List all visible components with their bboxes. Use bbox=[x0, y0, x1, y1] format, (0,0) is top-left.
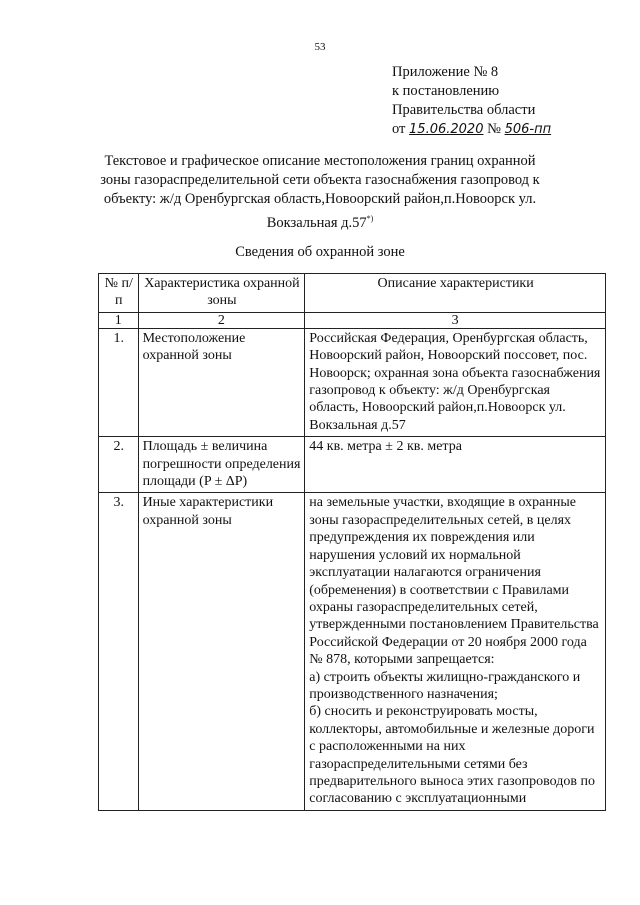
date-prefix: от bbox=[392, 121, 406, 137]
description-text: на земельные участки, входящие в охранные зоны газораспределительных сетей, в целях предупреждения их повреждения или нарушения условий их нормальной эксплуатации налагаются ограничения (обременения) в соответствии с Правилами охраны газораспределительных сетей, утвержденными постановлением Правительства Российской Федерации от 20 ноября 2000 года № 878, которыми запрещается: bbox=[309, 495, 599, 668]
restriction-item: б) сносить и реконструировать мосты, коллекторы, автомобильные и железные дороги с расположенными на них газораспределительными сетями без предварительного выноса этих газопроводов по согласованию с эксплуатационными bbox=[309, 704, 595, 807]
row-characteristic: Местоположение охранной зоны bbox=[138, 328, 305, 436]
zone-info-table bbox=[98, 273, 606, 811]
restriction-item: а) строить объекты жилищно-гражданского и производственного назначения; bbox=[309, 669, 581, 702]
appendix-line-2: к постановлению bbox=[392, 83, 500, 99]
row-number: 2. bbox=[99, 437, 139, 493]
row-description: Российская Федерация, Оренбургская область, Новоорский район, Новоорский поссовет, пос. Новоорск; охранная зона объекта газоснабжения газопровод к объекту: ж/д Оренбургская область, Новоорский район,п.Новоорск ул. Вокзальная д.57 bbox=[305, 328, 606, 436]
header-description: Описание характеристики bbox=[305, 274, 606, 313]
column-number-2: 2 bbox=[138, 312, 305, 328]
row-number: 1. bbox=[99, 328, 139, 436]
row-description bbox=[305, 493, 606, 810]
column-numbers-row bbox=[99, 312, 606, 328]
table-header-row bbox=[99, 274, 606, 313]
table-row bbox=[99, 328, 606, 436]
column-number-1: 1 bbox=[99, 312, 139, 328]
document-title bbox=[100, 152, 540, 233]
page-number: 53 bbox=[314, 41, 326, 53]
section-subtitle: Сведения об охранной зоне bbox=[235, 244, 405, 260]
table-row bbox=[99, 493, 606, 810]
row-characteristic: Иные характеристики охранной зоны bbox=[138, 493, 305, 810]
table-row bbox=[99, 437, 606, 493]
row-number: 3. bbox=[99, 493, 139, 810]
title-footnote: *) bbox=[366, 214, 374, 223]
appendix-date-line bbox=[392, 120, 551, 139]
appendix-line-1: Приложение № 8 bbox=[392, 64, 499, 80]
number-sign: № bbox=[487, 121, 501, 137]
handwritten-date: 15.06.2020 bbox=[409, 122, 484, 137]
handwritten-number: 506-пп bbox=[504, 122, 552, 137]
header-number: № п/п bbox=[99, 274, 139, 313]
row-characteristic: Площадь ± величина погрешности определения площади (P ± ΔP) bbox=[138, 437, 305, 493]
appendix-block bbox=[392, 63, 551, 139]
appendix-line-3: Правительства области bbox=[392, 102, 536, 118]
row-description: 44 кв. метра ± 2 кв. метра bbox=[305, 437, 606, 493]
title-text: Текстовое и графическое описание местоположения границ охранной зоны газораспределительной сети объекта газоснабжения газопровод к объекту: ж/д Оренбургская область,Новоорский район,п.Новоорск ул. Вокзальная д.57 bbox=[100, 153, 540, 231]
header-characteristic: Характеристика охранной зоны bbox=[138, 274, 305, 313]
column-number-3: 3 bbox=[305, 312, 606, 328]
